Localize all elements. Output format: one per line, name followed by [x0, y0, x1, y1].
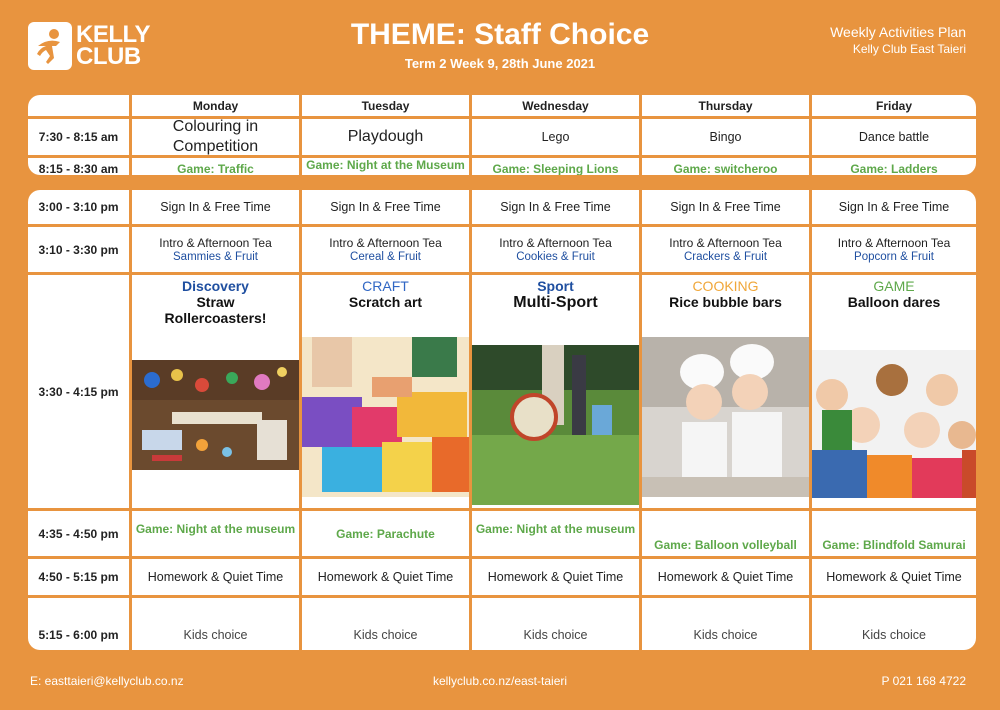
- morning-activity-tuesday: Playdough: [347, 128, 424, 145]
- morning-activity-monday: Colouring in Competition: [172, 119, 259, 155]
- kids-choice-friday: Kids choice: [862, 628, 926, 642]
- morning-activity-friday: Dance battle: [858, 130, 930, 144]
- afternoon-tea-friday: [812, 227, 976, 272]
- multi-sport-photo: [472, 345, 639, 505]
- morning-game-tuesday: Game: Night at the Museum: [306, 158, 465, 172]
- kids-choice-monday: Kids choice: [183, 628, 248, 642]
- time-slot: 4:50 - 5:15 pm: [38, 570, 119, 584]
- afternoon-tea-tuesday: [302, 227, 469, 272]
- time-slot: 3:00 - 3:10 pm: [38, 200, 119, 214]
- sign-in-monday: Sign In & Free Time: [160, 200, 271, 214]
- footer-phone: P 021 168 4722: [881, 674, 966, 688]
- afternoon-game-tuesday: Game: Parachute: [336, 526, 435, 541]
- category-label: Discovery: [182, 278, 249, 294]
- cooking-kids-photo: [642, 337, 809, 497]
- grid-line: [809, 190, 812, 650]
- tea-menu: Cookies & Fruit: [516, 251, 595, 263]
- activity-label: Scratch art: [348, 294, 423, 310]
- grid-line: [639, 190, 642, 650]
- day-header-tuesday: Tuesday: [361, 98, 410, 113]
- tea-menu: Crackers & Fruit: [683, 251, 768, 263]
- intro-label: Intro & Afternoon Tea: [499, 236, 612, 250]
- kids-choice-thursday: Kids choice: [693, 628, 758, 642]
- footer-website[interactable]: kellyclub.co.nz/east-taieri: [432, 674, 568, 688]
- morning-game-friday: Game: Ladders: [850, 162, 938, 175]
- morning-schedule-table: [28, 95, 976, 175]
- grid-line: [28, 508, 976, 511]
- plan-title: Weekly Activities Plan: [830, 24, 966, 40]
- tea-menu: Sammies & Fruit: [173, 251, 258, 263]
- tea-menu: Cereal & Fruit: [350, 251, 421, 263]
- sign-in-thursday: Sign In & Free Time: [670, 200, 781, 214]
- morning-game-wednesday: Game: Sleeping Lions: [492, 162, 619, 175]
- day-header-monday: Monday: [192, 98, 239, 113]
- afternoon-tea-thursday: [642, 227, 809, 272]
- plan-location: Kelly Club East Taieri: [852, 42, 966, 56]
- afternoon-game-wednesday: Game: Night at the museum: [475, 522, 636, 536]
- grid-line: [28, 595, 976, 598]
- grid-line: [299, 190, 302, 650]
- grid-line: [469, 95, 472, 175]
- intro-label: Intro & Afternoon Tea: [329, 236, 442, 250]
- grid-line: [28, 224, 976, 227]
- grid-line: [28, 272, 976, 275]
- morning-activity-wednesday: Lego: [541, 130, 570, 144]
- time-slot: 3:10 - 3:30 pm: [38, 242, 119, 257]
- logo-text-line2: CLUB: [76, 43, 141, 70]
- sign-in-tuesday: Sign In & Free Time: [330, 200, 441, 214]
- grid-line: [28, 556, 976, 559]
- afternoon-game-monday: Game: Night at the museum: [135, 522, 296, 536]
- sign-in-wednesday: Sign In & Free Time: [500, 200, 611, 214]
- time-slot: 5:15 - 6:00 pm: [38, 628, 119, 642]
- time-slot: 7:30 - 8:15 am: [38, 130, 119, 144]
- logo-text-line1: KELLY: [76, 21, 150, 48]
- activity-label: Multi-Sport: [513, 294, 598, 311]
- category-label: Sport: [537, 278, 574, 294]
- morning-game-thursday: Game: switcheroo: [673, 162, 778, 175]
- activity-label: Rice bubble bars: [669, 294, 782, 310]
- scratch-art-photo: [302, 337, 469, 497]
- category-label: CRAFT: [362, 278, 409, 294]
- grid-line: [809, 95, 812, 175]
- afternoon-schedule-table: [28, 190, 976, 650]
- day-header-thursday: Thursday: [698, 98, 753, 113]
- straw-rollercoaster-photo: [132, 360, 299, 470]
- grid-line: [129, 190, 132, 650]
- morning-activity-thursday: Bingo: [709, 130, 742, 144]
- afternoon-tea-wednesday: [472, 227, 639, 272]
- afternoon-game-thursday: Game: Balloon volleyball: [654, 538, 797, 552]
- day-header-wednesday: Wednesday: [522, 98, 589, 113]
- grid-line: [639, 95, 642, 175]
- footer-email[interactable]: E: easttaieri@kellyclub.co.nz: [30, 674, 184, 688]
- intro-label: Intro & Afternoon Tea: [837, 236, 951, 250]
- grid-line: [129, 95, 132, 175]
- grid-line: [28, 116, 976, 119]
- grid-line: [28, 155, 976, 158]
- homework-thursday: Homework & Quiet Time: [657, 570, 794, 584]
- homework-friday: Homework & Quiet Time: [826, 570, 962, 584]
- morning-game-monday: Game: Traffic: [177, 162, 254, 175]
- time-slot: 8:15 - 8:30 am: [38, 162, 119, 175]
- time-slot: 3:30 - 4:15 pm: [38, 384, 119, 399]
- children-group-photo: [812, 350, 976, 498]
- afternoon-game-friday: Game: Blindfold Samurai: [822, 538, 966, 552]
- time-slot: 4:35 - 4:50 pm: [38, 526, 119, 541]
- homework-wednesday: Homework & Quiet Time: [487, 570, 624, 584]
- kids-choice-tuesday: Kids choice: [353, 628, 418, 642]
- afternoon-tea-monday: [132, 227, 299, 272]
- activity-label: Straw Rollercoasters!: [164, 294, 267, 326]
- day-header-friday: Friday: [875, 98, 912, 113]
- plan-info: [830, 24, 966, 56]
- page-subtitle: Term 2 Week 9, 28th June 2021: [404, 56, 596, 71]
- tea-menu: Popcorn & Fruit: [854, 251, 934, 263]
- sign-in-friday: Sign In & Free Time: [838, 200, 950, 214]
- homework-monday: Homework & Quiet Time: [147, 570, 284, 584]
- activity-label: Balloon dares: [847, 294, 941, 310]
- grid-line: [469, 190, 472, 650]
- category-label: GAME: [873, 278, 915, 294]
- page-title: THEME: Staff Choice: [350, 18, 650, 51]
- category-label: COOKING: [692, 278, 759, 294]
- homework-tuesday: Homework & Quiet Time: [317, 570, 454, 584]
- intro-label: Intro & Afternoon Tea: [159, 236, 272, 250]
- kids-choice-wednesday: Kids choice: [523, 628, 588, 642]
- grid-line: [299, 95, 302, 175]
- intro-label: Intro & Afternoon Tea: [669, 236, 782, 250]
